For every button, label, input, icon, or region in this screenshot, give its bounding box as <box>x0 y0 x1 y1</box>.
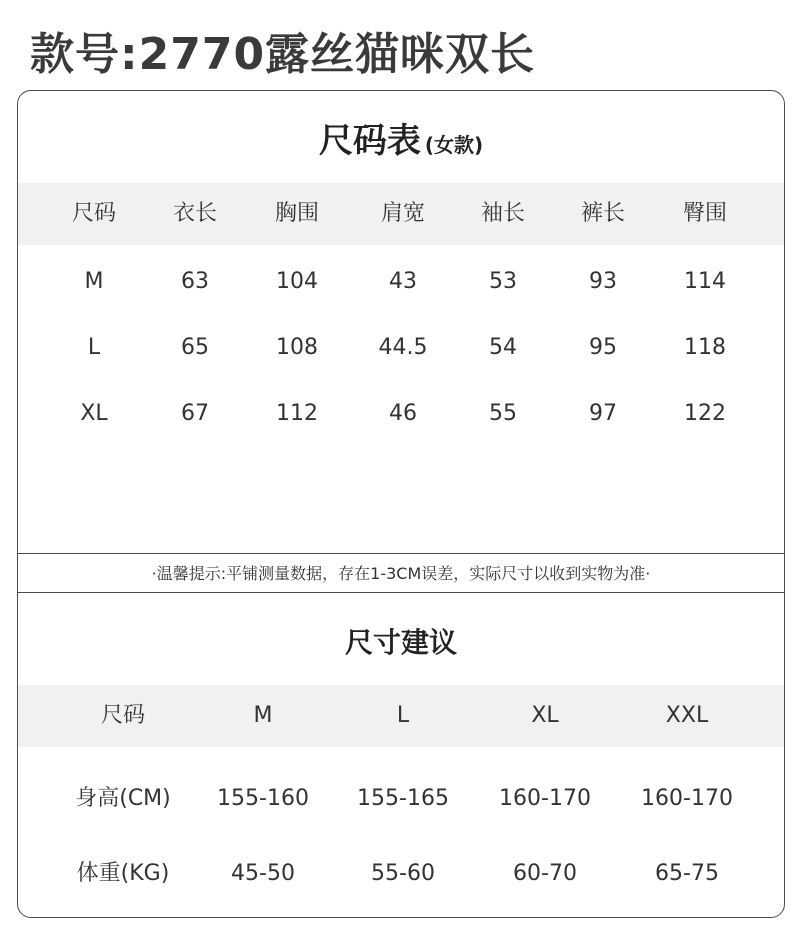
header-cell: XL <box>531 703 559 728</box>
table-cell: 97 <box>589 401 617 426</box>
table-row <box>18 394 784 434</box>
table-cell: 108 <box>276 335 318 360</box>
table-cell: 65-75 <box>655 861 719 886</box>
size-card <box>17 90 785 918</box>
table-cell: 身高(CM) <box>75 786 171 811</box>
header-cell: 衣长 <box>172 201 218 226</box>
size-chart-subtitle: (女款) <box>424 133 484 157</box>
table-cell: XL <box>80 401 108 426</box>
table-row <box>18 779 784 819</box>
header-cell: 臀围 <box>682 201 728 226</box>
table-cell: 93 <box>589 269 617 294</box>
header-cell: 袖长 <box>480 201 526 226</box>
divider <box>18 592 784 593</box>
table-cell: 95 <box>589 335 617 360</box>
table-cell: 112 <box>276 401 318 426</box>
header-cell: 裤长 <box>580 201 626 226</box>
table-cell: 114 <box>684 269 726 294</box>
header-cell: M <box>253 703 273 728</box>
table-cell: 155-160 <box>217 786 309 811</box>
header-cell: 胸围 <box>274 201 320 226</box>
table-cell: 63 <box>181 269 209 294</box>
header-cell: 肩宽 <box>380 201 426 226</box>
table-cell: 45-50 <box>231 861 295 886</box>
header-cell: 尺码 <box>100 703 146 728</box>
table-cell: 122 <box>684 401 726 426</box>
table-cell: L <box>87 335 101 360</box>
table-cell: 55-60 <box>371 861 435 886</box>
table-cell: 155-165 <box>357 786 449 811</box>
table-cell: 43 <box>389 269 417 294</box>
table-cell: 160-170 <box>641 786 733 811</box>
product-title: 款号:2770露丝猫咪双长 <box>30 29 536 80</box>
table-cell: 60-70 <box>513 861 577 886</box>
size-chart-heading <box>18 113 784 162</box>
table-cell: 55 <box>489 401 517 426</box>
table-cell: 65 <box>181 335 209 360</box>
table-cell: 160-170 <box>499 786 591 811</box>
table-cell: 44.5 <box>378 335 428 360</box>
table-cell: 118 <box>684 335 726 360</box>
table-cell: 67 <box>181 401 209 426</box>
table-row <box>18 262 784 302</box>
header-cell: XXL <box>665 703 709 728</box>
size-chart-title: 尺码表 <box>318 121 421 161</box>
table-cell: M <box>84 269 104 294</box>
header-cell: 尺码 <box>71 201 117 226</box>
table-cell: 104 <box>276 269 318 294</box>
table-row <box>18 328 784 368</box>
measurement-note: ·温馨提示:平铺测量数据，存在1-3CM误差，实际尺寸以收到实物为准· <box>151 564 651 583</box>
header-cell: L <box>396 703 410 728</box>
divider <box>18 553 784 554</box>
table-row <box>18 854 784 894</box>
size-chart-header-row <box>18 194 784 234</box>
suggestion-title: 尺寸建议 <box>344 626 457 659</box>
table-cell: 46 <box>389 401 417 426</box>
suggestion-header-row <box>18 696 784 736</box>
table-cell: 53 <box>489 269 517 294</box>
table-cell: 体重(KG) <box>76 861 170 886</box>
table-cell: 54 <box>489 335 517 360</box>
